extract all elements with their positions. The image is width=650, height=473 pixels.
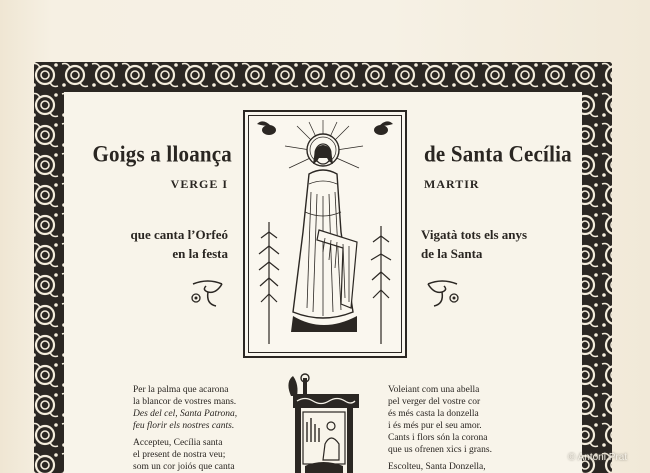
verse-line: i és més pur el seu amor. — [388, 421, 482, 431]
refrain-line: feu florir els nostres cants. — [133, 421, 235, 431]
verse-line: som un cor joiós que canta — [133, 462, 235, 472]
saint-cecilia-icon — [245, 112, 405, 356]
verse-line: la blancor de vostres mans. — [133, 397, 237, 407]
organ-vignette-icon — [283, 372, 365, 473]
verse-right-2 — [388, 461, 538, 473]
verse-right-1 — [388, 384, 538, 456]
verse-line: és més casta la donzella — [388, 409, 479, 419]
verse-line: Per la palma que acarona — [133, 385, 229, 395]
verse-left-2 — [133, 437, 283, 473]
title-right: de Santa Cecília — [424, 141, 572, 167]
subtitle-right: MARTIR — [424, 177, 480, 191]
verse-line: Voleiant com una abella — [388, 385, 480, 395]
verse-line: Escolteu, Santa Donzella, — [388, 462, 486, 472]
subtitle-left: VERGE I — [170, 177, 228, 191]
verse-left-1 — [133, 384, 283, 432]
title-left: Goigs a lloança — [92, 141, 232, 167]
verse-line: Accepteu, Cecília santa — [133, 438, 223, 448]
verse-line: pel verger del vostre cor — [388, 397, 481, 407]
refrain-line: Des del cel, Santa Patrona, — [133, 409, 238, 419]
intro-left-line1: que canta l’Orfeó — [130, 227, 228, 242]
intro-right-line1: Vigatà tots els anys — [421, 227, 528, 242]
saint-image-frame — [243, 110, 407, 358]
verse-line: el present de nostra veu; — [133, 450, 226, 460]
right-flourish-icon — [422, 276, 462, 310]
watermark: © Antoni Prat — [568, 452, 628, 463]
verse-line: Cants i flors són la corona — [388, 433, 488, 443]
intro-left-line2: en la festa — [172, 246, 228, 261]
verse-line: que us ofrenen xics i grans. — [388, 445, 492, 455]
left-flourish-icon — [188, 276, 228, 310]
intro-right-line2: de la Santa — [421, 246, 483, 261]
